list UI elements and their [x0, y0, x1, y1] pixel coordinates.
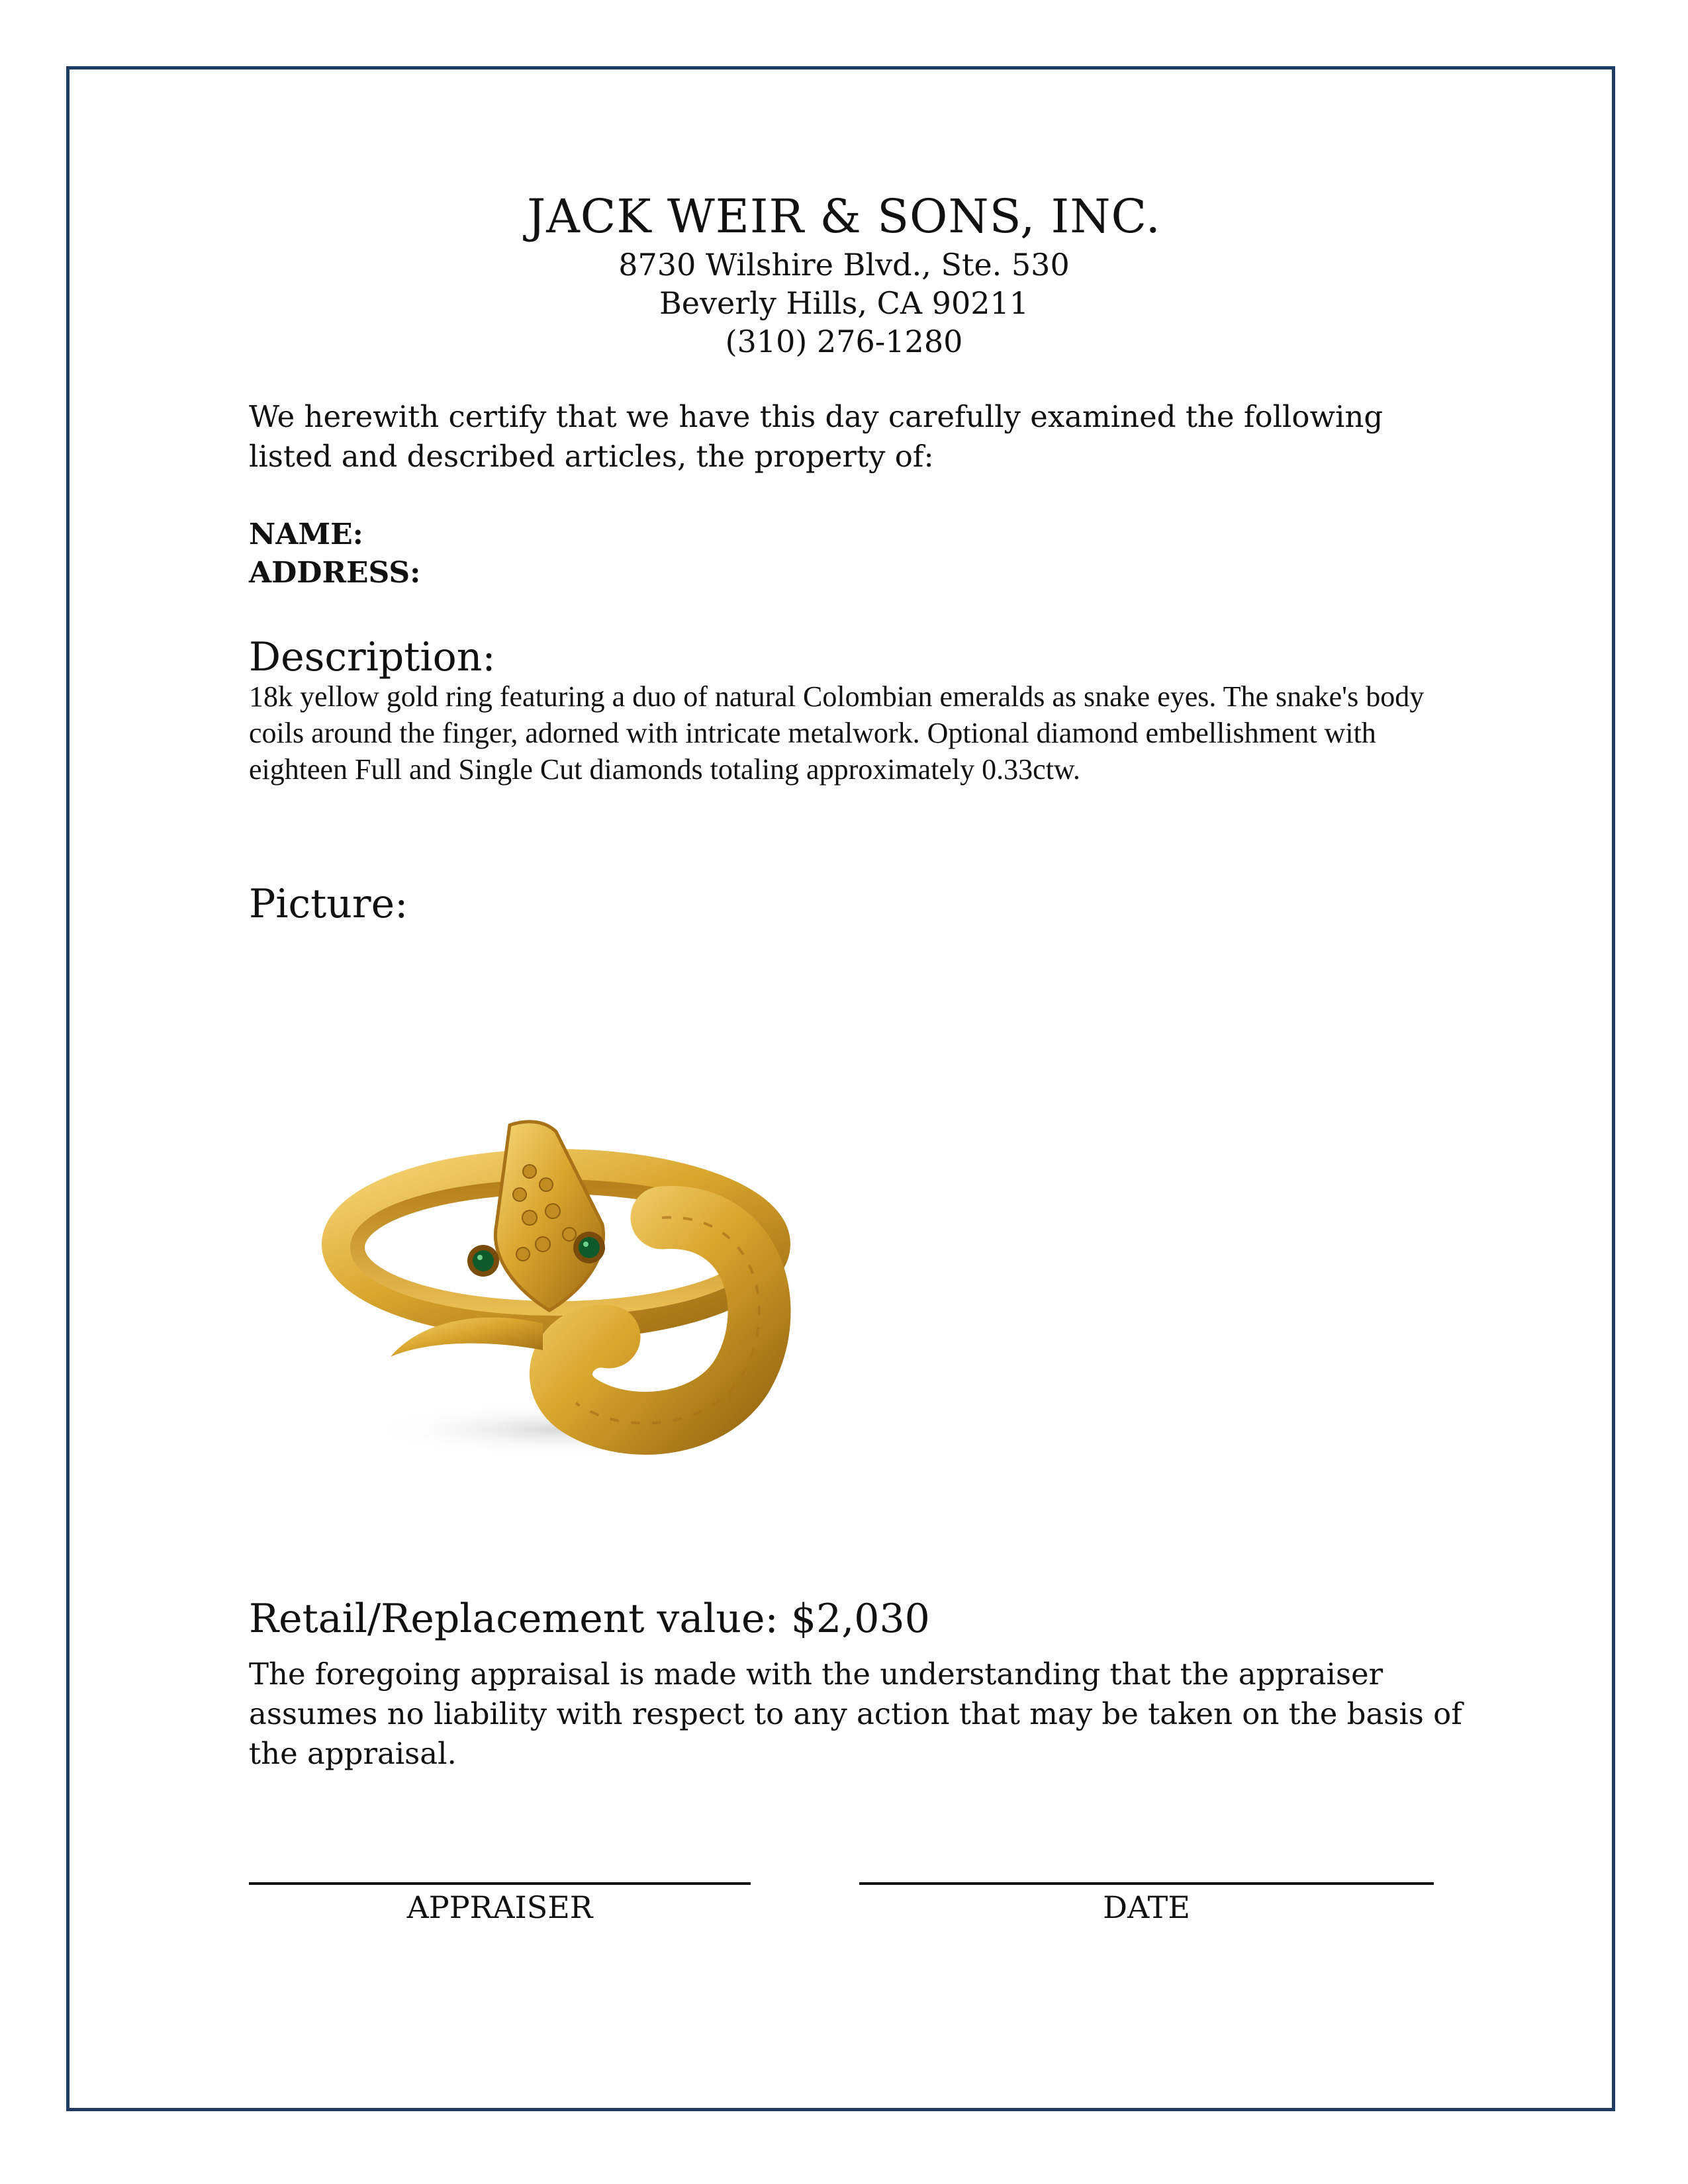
- description-heading: Description:: [249, 634, 496, 680]
- document-frame: [66, 66, 1615, 2111]
- date-signature-line: [859, 1882, 1434, 1885]
- picture-heading: Picture:: [249, 881, 408, 927]
- description-text: 18k yellow gold ring featuring a duo of natural Colombian emeralds as snake eyes. The snake's body coils around the finger, adorned with intricate metalwork. Optional diamond embellishment with eighteen Full and Single Cut diamonds totaling approximately 0.33ctw.: [249, 680, 1425, 786]
- replacement-value-label: Retail/Replacement value:: [249, 1596, 778, 1642]
- company-phone: (310) 276-1280: [725, 324, 963, 359]
- appraiser-label: APPRAISER: [406, 1889, 593, 1925]
- replacement-value-amount: $2,030: [790, 1596, 930, 1642]
- name-label: NAME:: [249, 518, 363, 551]
- date-label: DATE: [1103, 1889, 1190, 1925]
- appraiser-signature-line: [249, 1882, 751, 1885]
- company-street-address: 8730 Wilshire Blvd., Ste. 530: [618, 247, 1070, 283]
- replacement-value: [249, 1594, 930, 1644]
- company-city-address: Beverly Hills, CA 90211: [659, 285, 1029, 321]
- snake-ring-photo: [291, 1112, 794, 1469]
- address-label: ADDRESS:: [249, 556, 421, 590]
- company-name: JACK WEIR & SONS, INC.: [527, 189, 1161, 244]
- certification-statement: We herewith certify that we have this day carefully examined the following listed and described articles, the property of:: [249, 399, 1383, 474]
- liability-disclaimer: The foregoing appraisal is made with the understanding that the appraiser assumes no liability with respect to any action that may be taken on the basis of the appraisal.: [249, 1657, 1462, 1771]
